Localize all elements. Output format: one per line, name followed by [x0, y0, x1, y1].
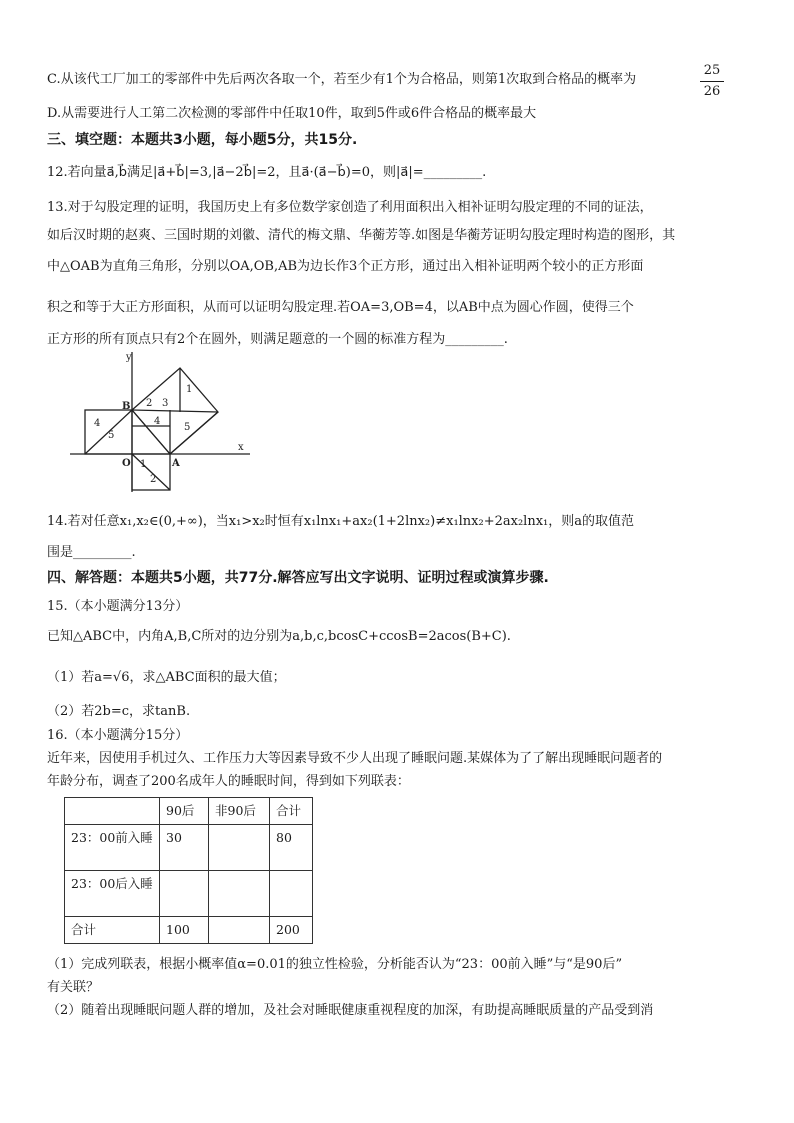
question-13-line-4: 积之和等于大正方形面积，从而可以证明勾股定理.若OA=3,OB=4，以AB中点为圆心作圆，使得三个	[47, 300, 634, 315]
question-16-part-1-line-2: 有关联？	[47, 980, 100, 995]
table-cell: 80	[270, 825, 313, 871]
label-2: 2	[146, 398, 153, 409]
question-13-line-3: 中△OAB为直角三角形，分别以OA,OB,AB为边长作3个正方形，通过出入相补证明两个较小的正方形面	[47, 259, 644, 274]
label-4b: 4	[154, 416, 161, 427]
table-header-row	[65, 798, 313, 825]
option-c-fraction	[700, 62, 724, 101]
option-c: C.从该代工厂加工的零部件中先后两次各取一个，若至少有1个为合格品，则第1次取到合格品的概率为	[47, 72, 637, 87]
label-5b: 5	[184, 422, 191, 433]
table-cell	[209, 917, 270, 944]
fraction-numerator: 25	[703, 63, 721, 78]
label-o: O	[122, 458, 131, 469]
label-4: 4	[94, 418, 101, 429]
table-cell: 23：00后入睡	[65, 871, 160, 917]
table-cell: 合计	[270, 798, 313, 825]
table-row	[65, 871, 313, 917]
question-15-part-2: （2）若2b=c，求tanB.	[47, 704, 191, 719]
table-cell: 200	[270, 917, 313, 944]
section-3-title: 三、填空题：本题共3小题，每小题5分，共15分.	[47, 132, 358, 148]
question-15-part-1: （1）若a=√6，求△ABC面积的最大值；	[47, 670, 286, 685]
table-row	[65, 917, 313, 944]
question-16-part-1-line-1: （1）完成列联表，根据小概率值α=0.01的独立性检验，分析能否认为“23：00前入睡”与“是90后”	[47, 957, 623, 972]
label-3: 3	[162, 398, 169, 409]
table-cell	[209, 871, 270, 917]
question-14-line-1: 14.若对任意x₁,x₂∈(0,+∞)，当x₁>x₂时恒有x₁lnx₁+ax₂(1+2lnx₂)≠x₁lnx₂+2ax₂lnx₁，则a的取值范	[47, 514, 635, 529]
table-cell: 合计	[65, 917, 160, 944]
label-b: B	[122, 401, 131, 412]
question-16-part-2-line-1: （2）随着出现睡眠问题人群的增加，及社会对睡眠健康重视程度的加深，有助提高睡眠质量的产品受到消	[47, 1003, 654, 1018]
pythagoras-figure	[70, 352, 255, 497]
question-13-line-2: 如后汉时期的赵爽、三国时期的刘徽、清代的梅文鼎、华蘅芳等.如图是华蘅芳证明勾股定理时构造的图形，其	[47, 228, 676, 243]
question-16-line-2: 年龄分布，调查了200名成年人的睡眠时间，得到如下列联表：	[47, 774, 410, 789]
label-y: y	[126, 352, 132, 363]
label-a: A	[172, 458, 180, 469]
label-2b: 2	[150, 474, 157, 485]
fraction-denominator: 26	[703, 84, 721, 99]
question-15-header: 15.（本小题满分13分）	[47, 599, 189, 614]
question-16-header: 16.（本小题满分15分）	[47, 728, 189, 743]
section-4-title: 四、解答题：本题共5小题，共77分.解答应写出文字说明、证明过程或演算步骤.	[47, 570, 549, 586]
table-row	[65, 825, 313, 871]
table-cell: 23：00前入睡	[65, 825, 160, 871]
label-5: 5	[108, 430, 115, 441]
question-13-line-1: 13.对于勾股定理的证明，我国历史上有多位数学家创造了利用面积出入相补证明勾股定理的不同的证法，	[47, 200, 653, 215]
question-13-line-5: 正方形的所有顶点只有2个在圆外，则满足题意的一个圆的标准方程为_________.	[47, 332, 508, 347]
table-cell	[270, 871, 313, 917]
label-1: 1	[186, 384, 193, 395]
question-15-stem: 已知△ABC中，内角A,B,C所对的边分别为a,b,c,bcosC+ccosB=2acos(B+C).	[47, 629, 511, 644]
label-1b: 1	[140, 459, 147, 470]
table-cell: 30	[160, 825, 209, 871]
question-16-line-1: 近年来，因使用手机过久、工作压力大等因素导致不少人出现了睡眠问题.某媒体为了了解出现睡眠问题者的	[47, 751, 663, 766]
table-cell	[160, 871, 209, 917]
contingency-table	[64, 797, 313, 944]
table-cell	[209, 825, 270, 871]
table-cell: 90后	[160, 798, 209, 825]
option-d: D.从需要进行人工第二次检测的零部件中任取10件，取到5件或6件合格品的概率最大	[47, 106, 537, 121]
question-12: 12.若向量a⃗,b⃗满足|a⃗+b⃗|=3,|a⃗−2b⃗|=2，且a⃗·(a⃗−b⃗)=0，则|a⃗|=_________.	[47, 165, 487, 180]
label-x: x	[238, 442, 244, 453]
table-cell: 非90后	[209, 798, 270, 825]
table-cell	[65, 798, 160, 825]
table-cell: 100	[160, 917, 209, 944]
question-14-line-2: 围是_________.	[47, 545, 136, 560]
